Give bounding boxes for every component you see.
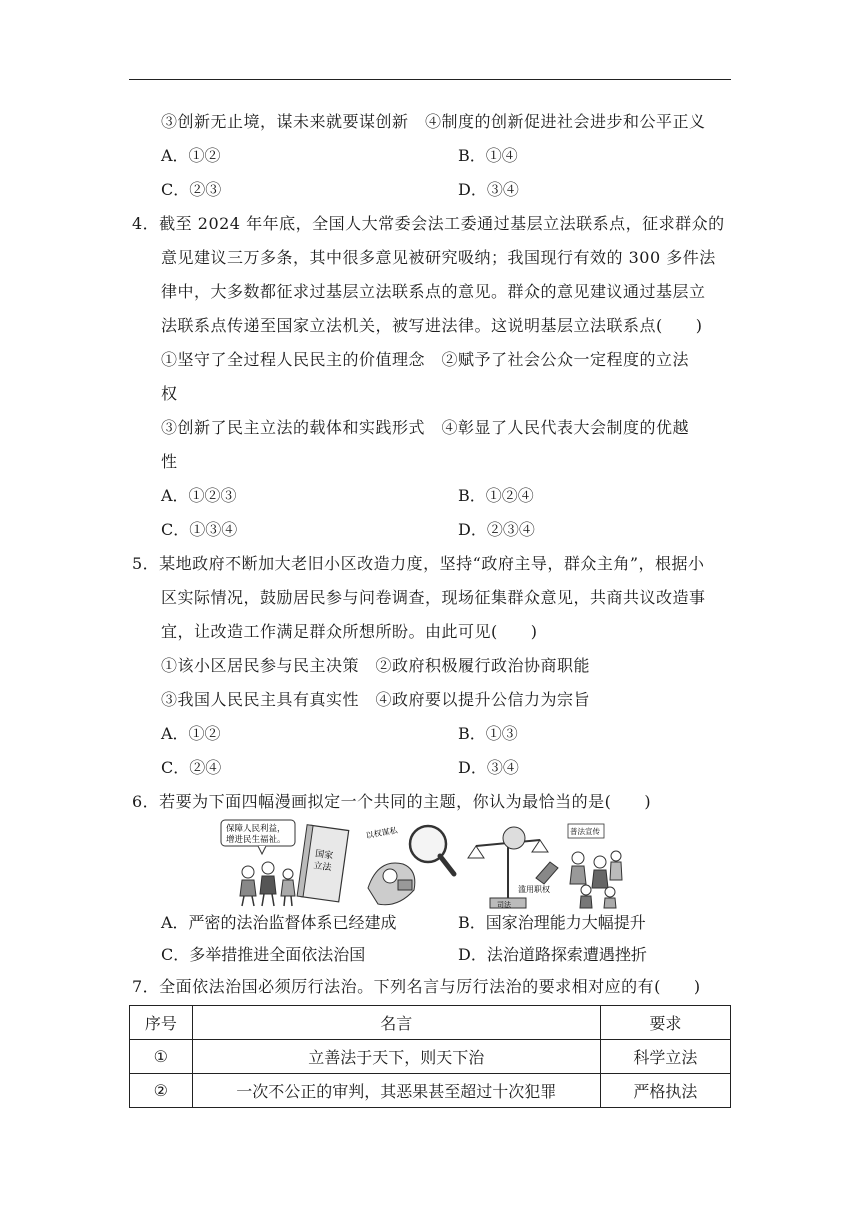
row-1-requirement: 科学立法: [600, 1040, 730, 1074]
q4-option-c: C．①③④: [161, 520, 238, 539]
svg-text:保障人民利益，: 保障人民利益，: [226, 824, 286, 834]
q4-line-1: 4．截至 2024 年年底，全国人大常委会法工委通过基层立法联系点，征求群众的: [132, 214, 725, 233]
q6-option-a: A．严密的法治监督体系已经建成: [161, 913, 397, 932]
comic-3-judicial-scale: [468, 827, 558, 909]
table-header-row: [130, 1006, 731, 1040]
q6-option-c: C．多举措推进全面依法治国: [161, 945, 366, 964]
q3-option-c: C．②③: [161, 180, 222, 199]
row-2-quote: 一次不公正的审判，其恶果甚至超过十次犯罪: [192, 1074, 600, 1108]
q3-option-a: A．①②: [161, 146, 221, 165]
q4-statement-1: ①坚守了全过程人民民主的价值理念 ②赋予了社会公众一定程度的立法: [161, 350, 690, 369]
table-row: [130, 1074, 731, 1108]
q4-option-a: A．①②③: [161, 486, 237, 505]
table-row: [130, 1040, 731, 1074]
q4-statement-2-wrap: 性: [161, 452, 178, 471]
row-2-requirement: 严格执法: [600, 1074, 730, 1108]
comic-1-legislation: [221, 820, 349, 906]
svg-text:滥用职权: 滥用职权: [518, 885, 550, 894]
header-requirement: 要求: [600, 1006, 730, 1040]
q7-line: 7．全面依法治国必须厉行法治。下列名言与厉行法治的要求相对应的有( ): [132, 977, 701, 996]
q7-quote-table: [129, 1005, 731, 1108]
q5-option-b: B．①③: [458, 724, 518, 743]
q5-line-1: 5．某地政府不断加大老旧小区改造力度，坚持“政府主导，群众主角”，根据小: [132, 554, 705, 573]
svg-text:普法宣传: 普法宣传: [570, 827, 600, 836]
q3-option-d: D．③④: [458, 180, 519, 199]
header-rule: [129, 79, 731, 80]
header-quote: 名言: [192, 1006, 600, 1040]
q4-option-d: D．②③④: [458, 520, 535, 539]
svg-text:以权谋私: 以权谋私: [365, 825, 399, 841]
q3-option-b: B．①④: [458, 146, 518, 165]
q3-statement-line: ③创新无止境，谋未来就要谋创新 ④制度的创新促进社会进步和公平正义: [161, 112, 706, 131]
q5-option-c: C．②④: [161, 758, 222, 777]
four-comics-illustration: [218, 818, 628, 910]
q4-line-3: 律中，大多数都征求过基层立法联系点的意见。群众的意见建议通过基层立: [161, 282, 706, 301]
q4-statement-2: ③创新了民主立法的载体和实践形式 ④彰显了人民代表大会制度的优越: [161, 418, 690, 437]
svg-text:国家: 国家: [314, 849, 334, 862]
q6-option-b: B．国家治理能力大幅提升: [458, 913, 646, 932]
q6-line: 6．若要为下面四幅漫画拟定一个共同的主题，你认为最恰当的是( ): [132, 792, 652, 811]
q5-line-2: 区实际情况，鼓励居民参与问卷调查，现场征集群众意见，共商共议改造事: [161, 588, 706, 607]
row-2-index: ②: [130, 1074, 193, 1108]
svg-text:司法: 司法: [497, 901, 511, 909]
svg-text:立法: 立法: [312, 861, 332, 874]
q4-line-4: 法联系点传递至国家立法机关，被写进法律。这说明基层立法联系点( ): [161, 316, 703, 335]
q4-line-2: 意见建议三万多条，其中很多意见被研究吸纳；我国现行有效的 300 多件法: [161, 248, 716, 267]
q4-option-b: B．①②④: [458, 486, 534, 505]
row-1-index: ①: [130, 1040, 193, 1074]
q5-option-d: D．③④: [458, 758, 519, 777]
q5-option-a: A．①②: [161, 724, 221, 743]
q5-line-3: 宜，让改造工作满足群众所想所盼。由此可见( ): [161, 622, 538, 641]
comic-4-legal-publicity: [568, 824, 622, 908]
row-1-quote: 立善法于天下，则天下治: [192, 1040, 600, 1074]
q5-statement-2: ③我国人民民主具有真实性 ④政府要以提升公信力为宗旨: [161, 690, 591, 709]
svg-text:增进民生福祉。: 增进民生福祉。: [226, 835, 286, 845]
header-index: 序号: [130, 1006, 193, 1040]
q5-statement-1: ①该小区居民参与民主决策 ②政府积极履行政治协商职能: [161, 656, 591, 675]
comic-2-supervision: [365, 825, 454, 905]
q4-statement-1-wrap: 权: [161, 384, 178, 403]
q6-option-d: D．法治道路探索遭遇挫折: [458, 945, 647, 964]
